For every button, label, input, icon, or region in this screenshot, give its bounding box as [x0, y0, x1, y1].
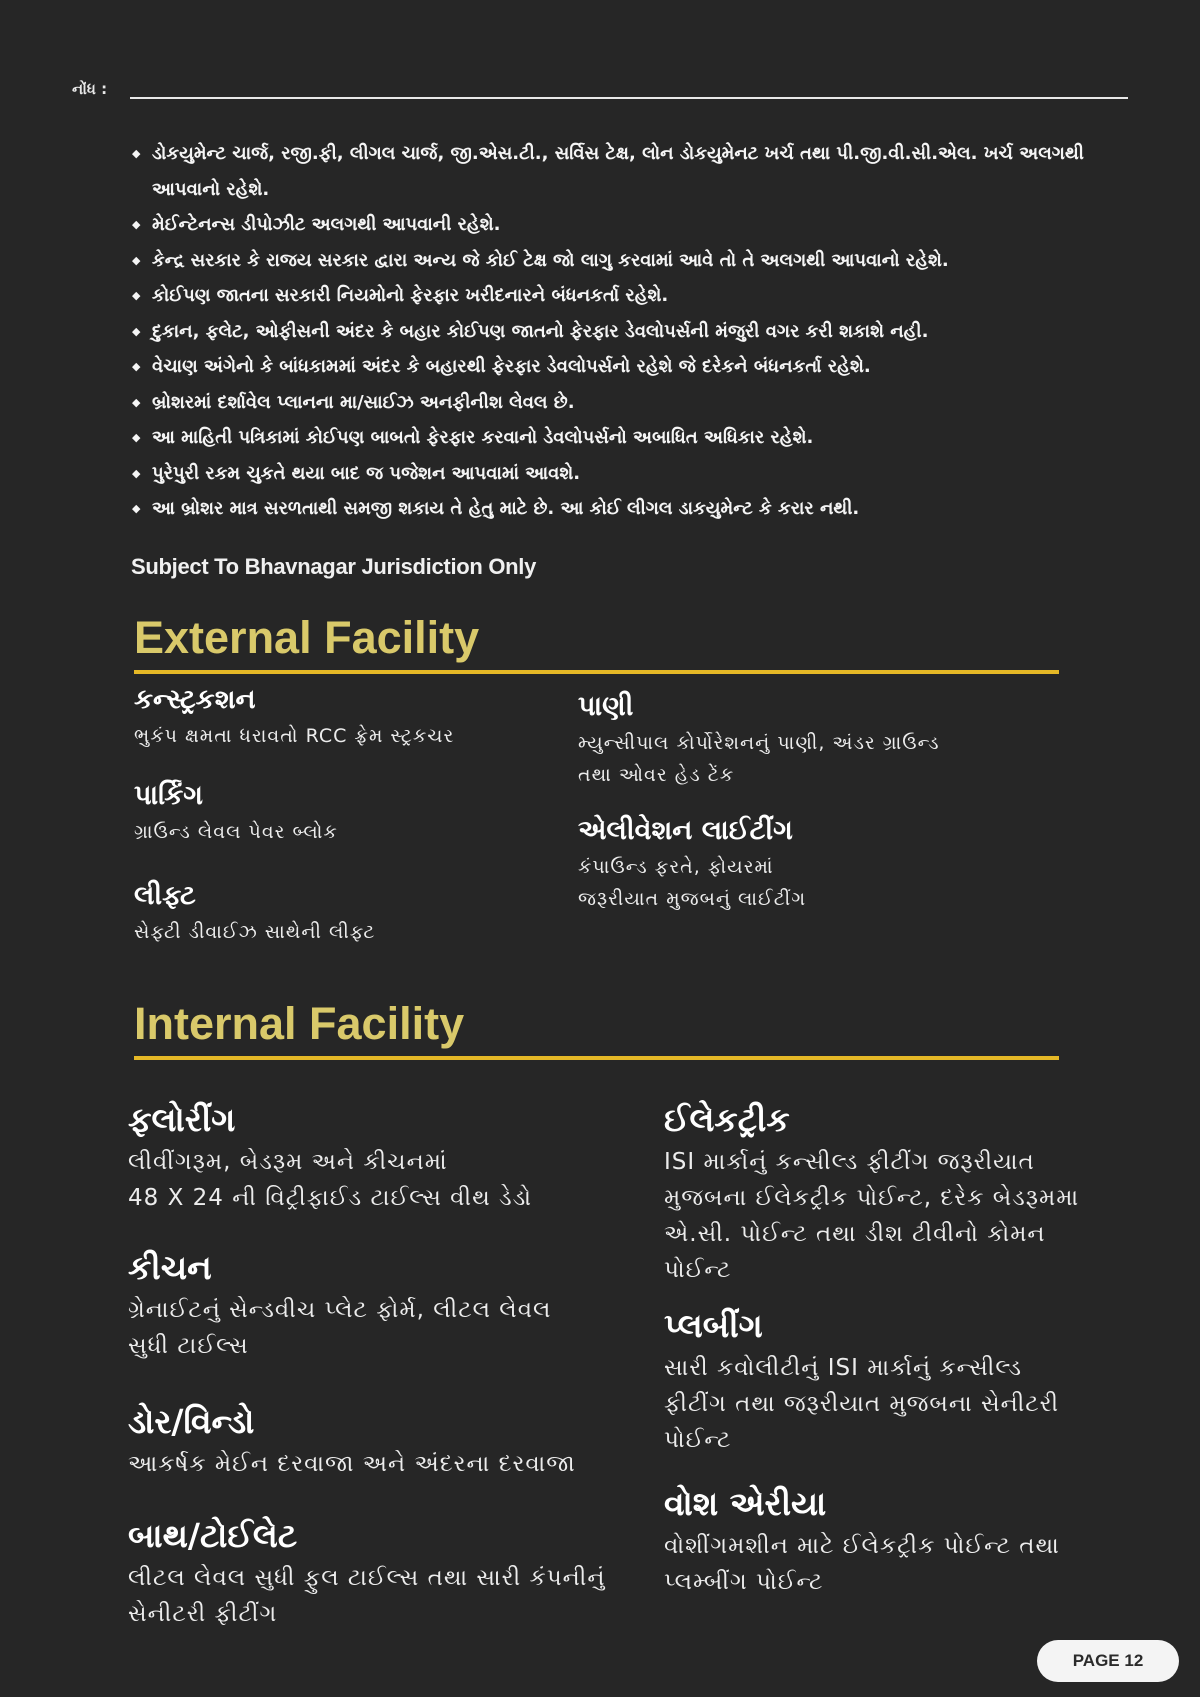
note-label: નોંધ : [72, 80, 108, 98]
facility-description: કંપાઉન્ડ ફરતે, ફોયરમાં જરૂરીયાત મુજબનું લાઈટીંગ [578, 856, 807, 910]
internal-facility-rule [134, 1056, 1059, 1060]
facility-description: મ્યુન્સીપાલ કોર્પોરેશનનું પાણી, અંડર ગ્રાઉન્ડ તથા ઓવર હેડ ટેંક [578, 732, 940, 786]
term-item: ◆ મેઈન્ટેનન્સ ડીપોઝીટ અલગથી આપવાની રહેશે. [132, 207, 1132, 243]
facility-heading: ઈલેકટ્રીક [664, 1100, 790, 1139]
facility-construction [134, 680, 564, 752]
facility-description: લીવીંગરૂમ, બેડરૂમ અને કીચનમાં 48 X 24 ની વિટ્રીફાઈડ ટાઈલ્સ વીથ ડેડો [128, 1149, 533, 1211]
facility-description: સારી કવોલીટીનું ISI માર્કાનું કન્સીલ્ડ ફીટીંગ તથા જરૂરીયાત મુજબના સેનીટરી પોઈન્ટ [664, 1355, 1060, 1453]
facility-heading: કીચન [128, 1248, 212, 1287]
note-row [72, 80, 1128, 104]
facility-parking [134, 776, 564, 848]
term-item: ◆ આ માહિતી પત્રિકામાં કોઈપણ બાબતો ફેરફાર કરવાનો ડેવલોપર્સનો અબાધિત અધિકાર રહેશે. [132, 420, 1132, 456]
term-item: ◆ ડોકયુમેન્ટ ચાર્જ, રજી.ફી, લીગલ ચાર્જ, જી.એસ.ટી., સર્વિસ ટેક્ષ, લોન ડોકયુમેનટ ખર્ચ તથા પી.જી.વી.સી.એલ. ખર્ચ અલગથી આપવાનો રહેશે. [132, 136, 1132, 207]
facility-heading: ફલોરીંગ [128, 1100, 236, 1139]
facility-description: ગ્રેનાઈટનું સેન્ડવીચ પ્લેટ ફોર્મ, લીટલ લેવલ સુધી ટાઈલ્સ [128, 1297, 552, 1359]
term-item: ◆ પુરેપુરી રકમ ચુકતે થયા બાદ જ પજેશન આપવામાં આવશે. [132, 456, 1132, 492]
facility-heading: ડોર/વિન્ડો [128, 1402, 255, 1441]
internal-facility-title: Internal Facility [134, 998, 465, 1049]
facility-heading: પાણી [578, 691, 634, 722]
facility-plumbing [664, 1302, 1104, 1458]
facility-description: ગ્રાઉન્ડ લેવલ પેવર બ્લોક [134, 821, 338, 843]
facility-heading: વોશ એરીયા [664, 1484, 827, 1523]
facility-description: વોશીંગમશીન માટે ઈલેકટ્રીક પોઈન્ટ તથા પ્લમ્બીંગ પોઈન્ટ [664, 1533, 1060, 1595]
term-item: ◆ દુકાન, ફલેટ, ઓફીસની અંદર કે બહાર કોઈપણ જાતનો ફેરફાર ડેવલોપર્સની મંજુરી વગર કરી શકાશે નહી. [132, 314, 1132, 350]
facility-electric [664, 1096, 1104, 1288]
term-item: ◆ બ્રોશરમાં દર્શાવેલ પ્લાનના મા/સાઈઝ અનફીનીશ લેવલ છે. [132, 385, 1132, 421]
facility-heading: એલીવેશન લાઈટીંગ [578, 815, 793, 846]
facility-heading: લીફ્ટ [134, 880, 196, 911]
facility-description: લીટલ લેવલ સુધી ફુલ ટાઈલ્સ તથા સારી કંપનીનું સેનીટરી ફીટીંગ [128, 1565, 606, 1627]
facility-bath-toilet [128, 1512, 648, 1632]
term-item: ◆ કોઈપણ જાતના સરકારી નિયમોનો ફેરફાર ખરીદનારને બંધનકર્તા રહેશે. [132, 278, 1132, 314]
term-item: ◆ કેન્દ્ર સરકાર કે રાજય સરકાર દ્વારા અન્ય જે કોઈ ટેક્ષ જો લાગુ કરવામાં આવે તો તે અલગથી આપવાનો રહેશે. [132, 243, 1132, 279]
facility-description: આકર્ષક મેઈન દરવાજા અને અંદરના દરવાજા [128, 1451, 576, 1477]
external-facility-rule [134, 670, 1059, 674]
page-number-badge: PAGE 12 [1037, 1640, 1179, 1682]
term-item: ◆ વેચાણ અંગેનો કે બાંધકામમાં અંદર કે બહારથી ફેરફાર ડેવલોપર્સનો રહેશે જે દરેકને બંધનકર્તા રહેશે. [132, 349, 1132, 385]
facility-heading: પ્લબીંગ [664, 1306, 763, 1345]
facility-flooring [128, 1096, 648, 1216]
facility-heading: પાર્કિંગ [134, 780, 204, 811]
facility-description: સેફ્ટી ડીવાઈઝ સાથેની લીફ્ટ [134, 921, 376, 943]
terms-list [132, 136, 1132, 527]
term-item: ◆ આ બ્રોશર માત્ર સરળતાથી સમજી શકાય તે હેતુ માટે છે. આ કોઈ લીગલ ડાકયુમેન્ટ કે કરાર નથી. [132, 491, 1132, 527]
facility-description: ISI માર્કાનું કન્સીલ્ડ ફીટીંગ જરૂરીયાત મુજબના ઈલેકટ્રીક પોઈન્ટ, દરેક બેડરૂમમા એ.સી. પોઈન્ટ તથા ડીશ ટીવીનો કોમન પોઈન્ટ [664, 1149, 1080, 1283]
jurisdiction-text: Subject To Bhavnagar Jurisdiction Only [131, 554, 537, 579]
facility-kitchen [128, 1244, 648, 1364]
external-facility-title: External Facility [134, 612, 480, 663]
facility-door-window [128, 1398, 648, 1482]
facility-heading: કન્સ્ટ્રકશન [134, 684, 256, 715]
note-writing-line [130, 97, 1128, 99]
facility-description: ભુકંપ ક્ષમતા ધરાવતો RCC ફ્રેમ સ્ટ્રકચર [134, 725, 455, 747]
facility-heading: બાથ/ટોઈલેટ [128, 1516, 298, 1555]
facility-lift [134, 876, 564, 948]
facility-wash-area [664, 1480, 1104, 1600]
facility-water [578, 687, 1048, 791]
facility-elevation-lighting [578, 811, 1048, 915]
